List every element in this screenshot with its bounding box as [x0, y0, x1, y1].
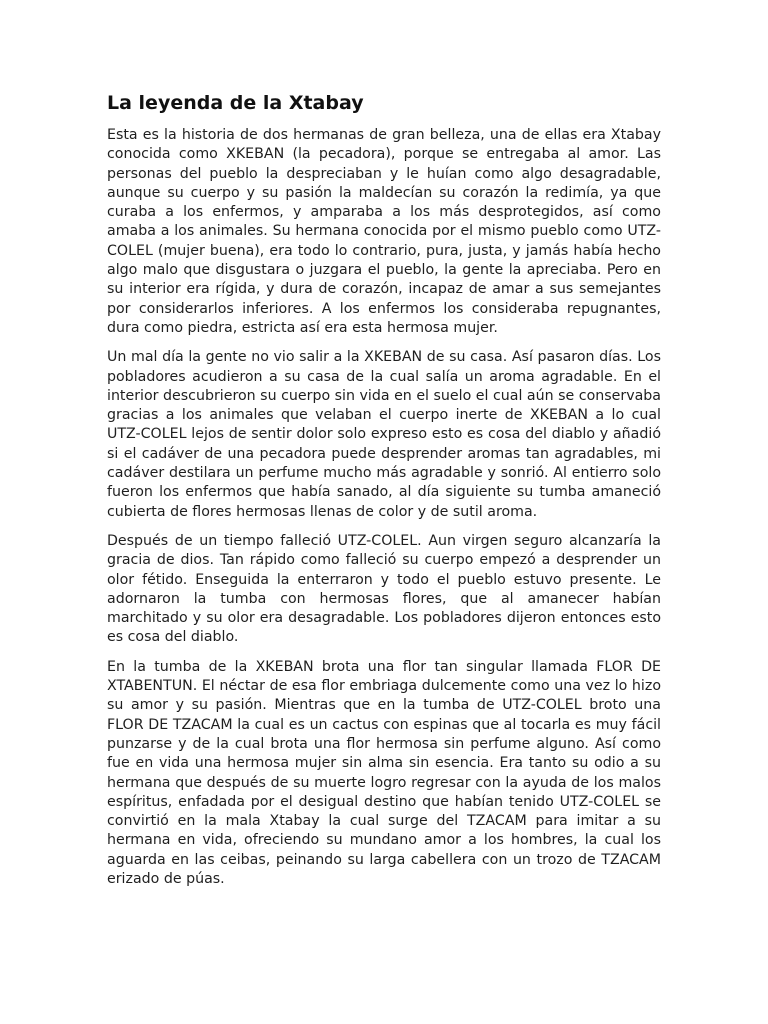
- paragraph-1: Esta es la historia de dos hermanas de gran belleza, una de ellas era Xtabay conocida como XKEBAN (la pecadora), porque se entregaba al amor. Las personas del pueblo la despreciaban y le huían como algo desagradable, aunque su cuerpo y su pasión la maldecían su corazón la redimía, ya que curaba a los enfermos, y amparaba a los más desprotegidos, así como amaba a los animales. Su hermana conocida por el mismo pueblo como UTZ-COLEL (mujer buena), era todo lo contrario, pura, justa, y jamás había hecho algo malo que disgustara o juzgara el pueblo, la gente la apreciaba. Pero en su interior era rígida, y dura de corazón, incapaz de amar a sus semejantes por considerarlos inferiores. A los enfermos los consideraba repugnantes, dura como piedra, estricta así era esta hermosa mujer.: [107, 127, 661, 336]
- paragraph-2: Un mal día la gente no vio salir a la XKEBAN de su casa. Así pasaron días. Los pobladores acudieron a su casa de la cual salía un aroma agradable. En el interior descubrieron su cuerpo sin vida en el suelo el cual aún se conservaba gracias a los animales que velaban el cuerpo inerte de XKEBAN a lo cual UTZ-COLEL lejos de sentir dolor solo expreso esto es cosa del diablo y añadió si el cadáver de una pecadora puede desprender aromas tan agradables, mi cadáver destilara un perfume mucho más agradable y sonrió. Al entierro solo fueron los enfermos que había sanado, al día siguiente su tumba amaneció cubierta de flores hermosas llenas de color y de sutil aroma.: [107, 349, 661, 520]
- paragraph-3: Después de un tiempo falleció UTZ-COLEL. Aun virgen seguro alcanzaría la gracia de dios. Tan rápido como falleció su cuerpo empezó a desprender un olor fétido. Enseguida la enterraron y todo el pueblo estuvo presente. Le adornaron la tumba con hermosas flores, que al amanecer habían marchitado y su olor era desagradable. Los pobladores dijeron entonces esto es cosa del diablo.: [107, 532, 661, 646]
- paragraph-4: En la tumba de la XKEBAN brota una flor tan singular llamada FLOR DE XTABENTUN. El néctar de esa flor embriaga dulcemente como una vez lo hizo su amor y su pasión. Mientras que en la tumba de UTZ-COLEL broto una FLOR DE TZACAM la cual es un cactus con espinas que al tocarla es muy fácil punzarse y de la cual brota una flor hermosa sin perfume alguno. Así como fue en vida una hermosa mujer sin alma sin esencia. Era tanto su odio a su hermana que después de su muerte logro regresar con la ayuda de los malos espíritus, enfadada por el desigual destino que habían tenido UTZ-COLEL se convirtió en la mala Xtabay la cual surge del TZACAM para imitar a su hermana en vida, ofreciendo su mundano amor a los hombres, la cual los aguarda en las ceibas, peinando su larga cabellera con un trozo de TZACAM erizado de púas.: [107, 658, 661, 887]
- document-page: [107, 90, 661, 899]
- document-title: La leyenda de la Xtabay: [107, 92, 364, 114]
